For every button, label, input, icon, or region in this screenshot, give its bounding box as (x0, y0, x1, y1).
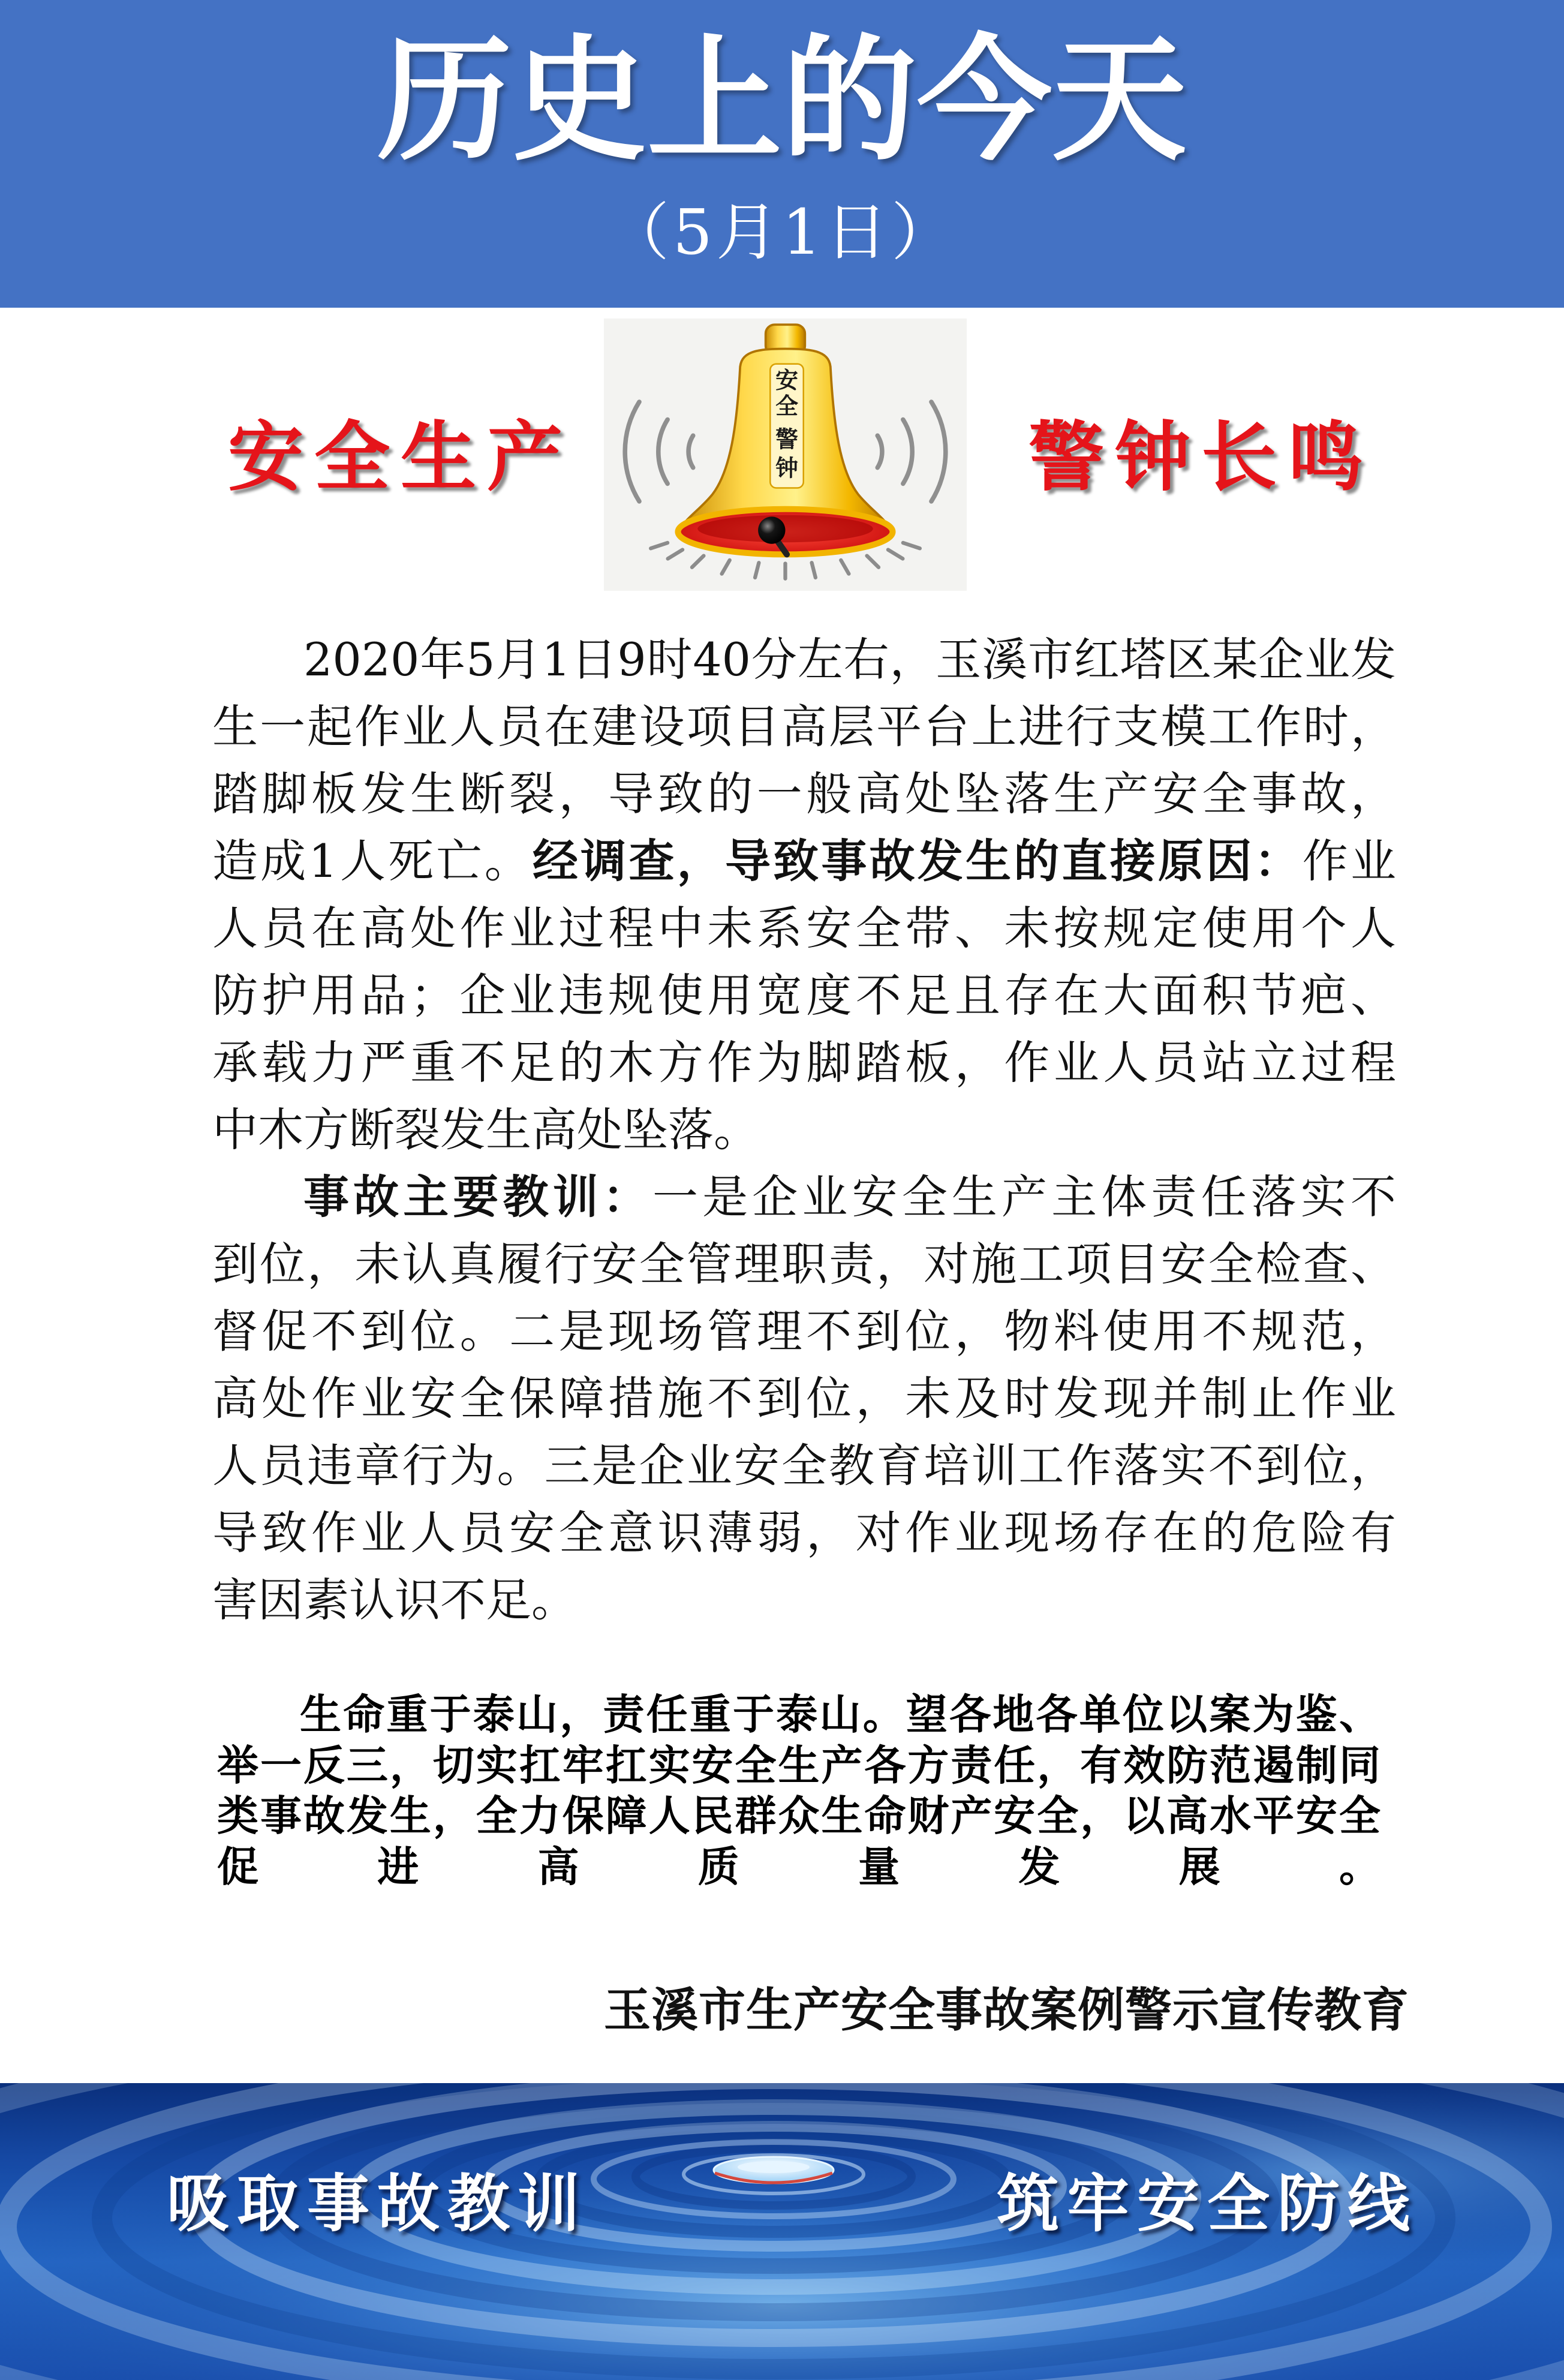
article-line (212, 1164, 1396, 1231)
article-line (212, 693, 1396, 761)
body-text: 督促不到位。二是现场管理不到位，物料使用不规范， (212, 1305, 1396, 1358)
bell-label-char: 安 (775, 367, 798, 394)
article-line (212, 962, 1396, 1029)
body-text: 踏脚板发生断裂，导致的一般高处坠落生产安全事故， (212, 767, 1396, 821)
article-paragraph (212, 1164, 1396, 1634)
emphasized-text: 事故主要教训： (303, 1170, 652, 1224)
body-text: 害因素认识不足。 (212, 1573, 577, 1627)
article-line (212, 828, 1396, 895)
motto-right: 筑牢安全防线 (997, 2166, 1418, 2240)
body-text: 中木方断裂发生高处坠落。 (212, 1103, 759, 1156)
header-banner (0, 0, 1564, 308)
article-line (212, 1567, 1396, 1634)
page-title: 历史上的今天 (377, 21, 1187, 179)
bell-clapper (758, 516, 785, 543)
article-line (212, 626, 1396, 693)
body-text: 一是企业安全生产主体责任落实不 (652, 1170, 1396, 1224)
bell-label-char: 警 (775, 426, 798, 453)
article-line (212, 1365, 1396, 1432)
article-line (212, 1029, 1396, 1096)
closing-line: 类事故发生，全力保障人民群众生命财产安全，以高水平安全 (217, 1792, 1380, 1840)
article-paragraph (212, 626, 1396, 1164)
body-text: 高处作业安全保障措施不到位，未及时发现并制止作业 (212, 1372, 1396, 1425)
date-subtitle: （5月1日） (606, 196, 958, 269)
water-drop (714, 2157, 834, 2183)
article-line (212, 895, 1396, 962)
slogan-left: 安全生产 (228, 413, 573, 501)
article-body (212, 626, 1396, 1634)
body-text: 造成1人死亡。 (212, 834, 533, 888)
body-text: 人员违章行为。三是企业安全教育培训工作落实不到位， (212, 1439, 1396, 1492)
closing-line: 促进高质量发展。 (217, 1843, 1380, 1891)
article-line (212, 1499, 1396, 1567)
closing-line: 举一反三，切实扛牢扛实安全生产各方责任，有效防范遏制同 (217, 1741, 1380, 1790)
body-text: 作业 (1302, 834, 1397, 888)
body-text: 到位，未认真履行安全管理职责，对施工项目安全检查、 (212, 1237, 1396, 1291)
article-line (212, 761, 1396, 828)
body-text: 人员在高处作业过程中未系安全带、未按规定使用个人 (212, 901, 1396, 955)
motto-left: 吸取事故教训 (167, 2166, 588, 2240)
emphasized-text: 经调查，导致事故发生的直接原因： (533, 834, 1303, 888)
closing-line: 生命重于泰山，责任重于泰山。望各地各单位以案为鉴、 (300, 1691, 1380, 1739)
slogan-right: 警钟长鸣 (1028, 413, 1374, 501)
article-line (212, 1231, 1396, 1298)
article-line (212, 1096, 1396, 1164)
article-line (212, 1432, 1396, 1499)
footer-band (0, 2083, 1564, 2380)
article-line (212, 1298, 1396, 1365)
closing-statement (217, 1690, 1380, 1892)
body-text: 导致作业人员安全意识薄弱，对作业现场存在的危险有 (212, 1506, 1396, 1559)
bell-label-char: 钟 (775, 455, 798, 482)
body-text: 承载力严重不足的木方作为脚踏板，作业人员站立过程 (212, 1036, 1396, 1089)
body-text: 生一起作业人员在建设项目高层平台上进行支模工作时， (212, 700, 1396, 753)
bell-label-char: 全 (775, 392, 798, 419)
bell-mouth (697, 515, 873, 542)
body-text: 2020年5月1日9时40分左右，玉溪市红塔区某企业发 (303, 633, 1396, 686)
issuer-signature: 玉溪市生产安全事故案例警示宣传教育 (604, 1983, 1410, 2038)
body-text: 防护用品；企业违规使用宽度不足且存在大面积节疤、 (212, 969, 1396, 1022)
alarm-bell-icon (604, 318, 967, 591)
